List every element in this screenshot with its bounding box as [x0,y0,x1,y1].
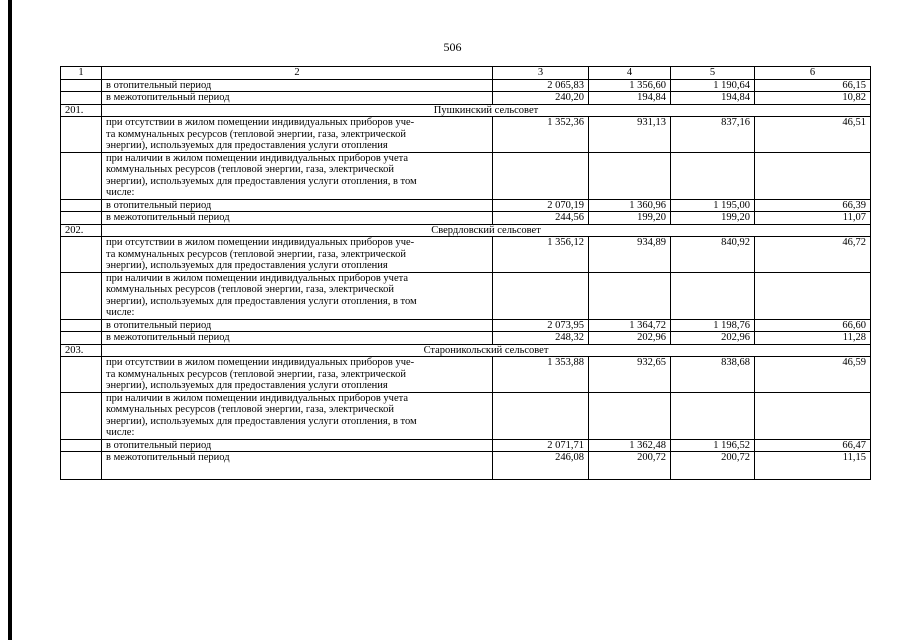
row-label: в межотопительный период [102,332,493,345]
table-row [61,212,871,225]
cell-value: 1 360,96 [589,199,671,212]
cell-value: 1 356,60 [589,79,671,92]
cell-value: 1 364,72 [589,319,671,332]
cell-value: 2 065,83 [493,79,589,92]
cell-value: 10,82 [755,92,871,105]
row-description: при отсутствии в жилом помещении индивидуальных приборов уче- та коммунальных ресурсов (тепловой энергии, газа, электрической энергии), используемых для предоставления услуги отопления [102,237,493,273]
table-row [61,452,871,480]
cell-value: 931,13 [589,117,671,153]
cell-value: 46,59 [755,357,871,393]
cell-value: 840,92 [671,237,755,273]
cell-value: 1 352,36 [493,117,589,153]
row-description: при наличии в жилом помещении индивидуальных приборов учета коммунальных ресурсов (тепловой энергии, газа, электрической энергии), используемых для предоставления услуги отопления, в том числе: [102,272,493,319]
cell-value: 11,07 [755,212,871,225]
row-description: при отсутствии в жилом помещении индивидуальных приборов уче- та коммунальных ресурсов (тепловой энергии, газа, электрической энергии), используемых для предоставления услуги отопления [102,117,493,153]
cell-value: 66,60 [755,319,871,332]
table-row [61,392,871,439]
cell-value: 1 190,64 [671,79,755,92]
table-row [61,79,871,92]
page-number: 506 [443,40,462,54]
row-label: в межотопительный период [102,452,493,480]
scan-edge-line [8,0,12,640]
cell-value: 199,20 [589,212,671,225]
cell-value: 200,72 [589,452,671,480]
cell-value: 66,39 [755,199,871,212]
row-description: при наличии в жилом помещении индивидуальных приборов учета коммунальных ресурсов (тепловой энергии, газа, электрической энергии), используемых для предоставления услуги отопления, в том числе: [102,152,493,199]
cell-value: 838,68 [671,357,755,393]
cell-value: 2 070,19 [493,199,589,212]
cell-value: 199,20 [671,212,755,225]
table-row [61,152,871,199]
cell-value: 46,72 [755,237,871,273]
cell-value: 66,47 [755,439,871,452]
table-row [61,319,871,332]
cell-value: 66,15 [755,79,871,92]
cell-value: 1 362,48 [589,439,671,452]
table-row [61,332,871,345]
row-label: в отопительный период [102,199,493,212]
row-label: в отопительный период [102,439,493,452]
table-row [61,439,871,452]
section-header-row [61,224,871,237]
cell-value: 240,20 [493,92,589,105]
cell-value: 2 073,95 [493,319,589,332]
column-header: 6 [755,67,871,80]
cell-value: 200,72 [671,452,755,480]
cell-value: 1 353,88 [493,357,589,393]
section-number: 201. [61,104,102,117]
cell-value: 202,96 [589,332,671,345]
cell-value: 202,96 [671,332,755,345]
cell-value: 934,89 [589,237,671,273]
row-description: при наличии в жилом помещении индивидуальных приборов учета коммунальных ресурсов (тепловой энергии, газа, электрической энергии), используемых для предоставления услуги отопления, в том числе: [102,392,493,439]
column-header: 1 [61,67,102,80]
row-label: в отопительный период [102,319,493,332]
header-row [61,67,871,80]
cell-value: 1 356,12 [493,237,589,273]
cell-value: 932,65 [589,357,671,393]
tariff-table [60,66,871,480]
section-header-row [61,104,871,117]
table-row [61,92,871,105]
section-number: 203. [61,344,102,357]
section-header-row [61,344,871,357]
cell-value: 2 071,71 [493,439,589,452]
row-label: в межотопительный период [102,212,493,225]
cell-value: 248,32 [493,332,589,345]
column-header: 5 [671,67,755,80]
cell-value: 837,16 [671,117,755,153]
cell-value: 194,84 [671,92,755,105]
cell-value: 1 196,52 [671,439,755,452]
cell-value: 246,08 [493,452,589,480]
table-row [61,357,871,393]
cell-value: 11,28 [755,332,871,345]
table-row [61,237,871,273]
section-name: Свердловский сельсовет [102,224,871,237]
cell-value: 46,51 [755,117,871,153]
section-name: Пушкинский сельсовет [102,104,871,117]
cell-value: 11,15 [755,452,871,480]
table-row [61,199,871,212]
cell-value: 1 198,76 [671,319,755,332]
column-header: 3 [493,67,589,80]
section-number: 202. [61,224,102,237]
section-name: Староникольский сельсовет [102,344,871,357]
row-description: при отсутствии в жилом помещении индивидуальных приборов уче- та коммунальных ресурсов (тепловой энергии, газа, электрической энергии), используемых для предоставления услуги отопления [102,357,493,393]
cell-value: 1 195,00 [671,199,755,212]
cell-value: 194,84 [589,92,671,105]
column-header: 2 [102,67,493,80]
cell-value: 244,56 [493,212,589,225]
table-row [61,272,871,319]
table-row [61,117,871,153]
row-label: в отопительный период [102,79,493,92]
column-header: 4 [589,67,671,80]
row-label: в межотопительный период [102,92,493,105]
